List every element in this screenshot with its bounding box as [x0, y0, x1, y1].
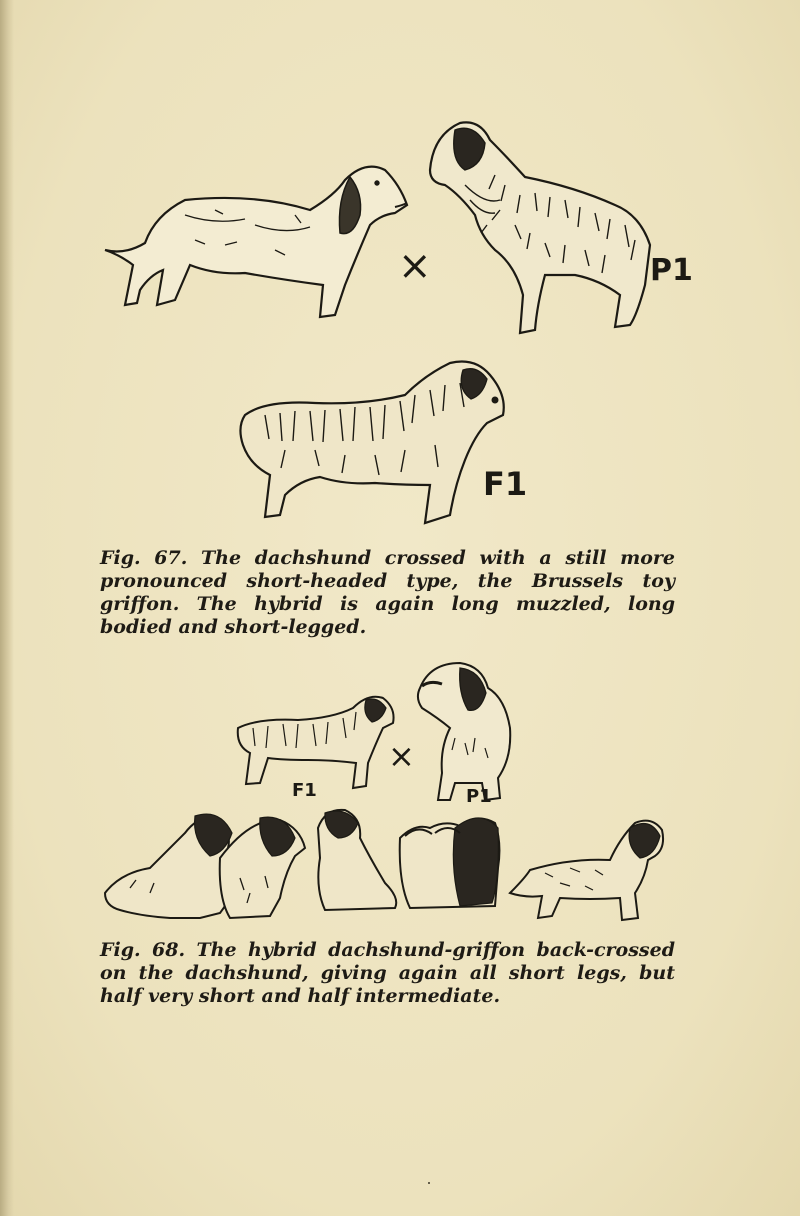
p1-label-68: P1	[466, 786, 492, 807]
f1-label-67: F1	[483, 465, 528, 503]
cross-symbol-68: ×	[388, 737, 415, 775]
page-speck	[428, 1182, 430, 1184]
brussels-griffon-illustration	[425, 115, 660, 345]
cross-symbol-67: ×	[398, 243, 432, 289]
hybrid-f1-illustration	[225, 355, 510, 540]
figure-68-caption: Fig. 68. The hybrid dachshund-griffon back-crossed on the dachshund, giving again all short legs, but half very short and half intermediate.	[100, 939, 675, 1007]
dachshund-illustration	[95, 155, 415, 335]
p1-label-67: P1	[650, 253, 693, 288]
page-binding-edge	[0, 0, 14, 1216]
f1-label-68: F1	[292, 780, 317, 801]
offspring-group-illustration	[100, 798, 670, 933]
figure-67-caption: Fig. 67. The dachshund crossed with a still more pronounced short-headed type, the Brussels toy griffon. The hybrid is again long muzzled, long bodied and short-legged.	[100, 547, 675, 638]
dachshund-sitting-illustration	[410, 658, 520, 806]
